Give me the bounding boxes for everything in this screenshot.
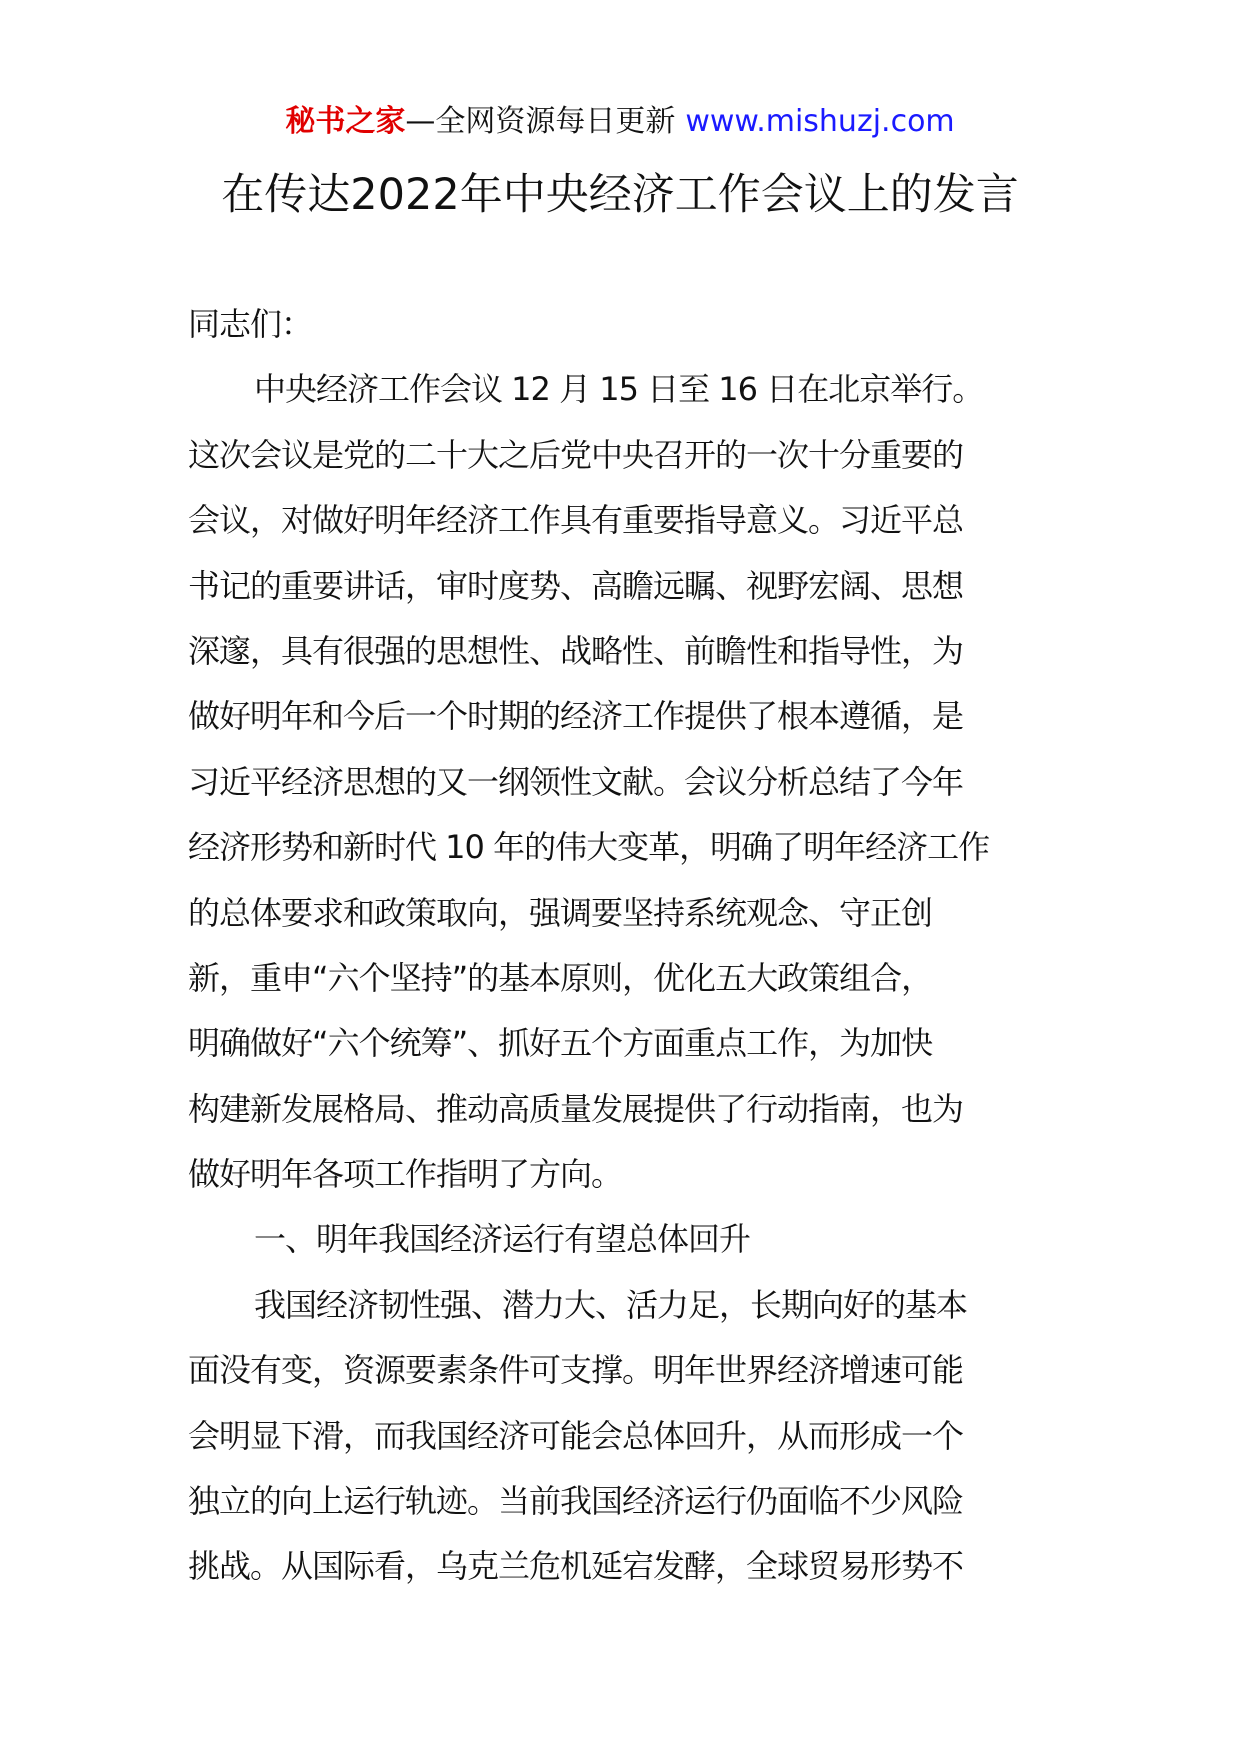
paragraph-line: 做好明年和今后一个时期的经济工作提供了根本遵循，是 bbox=[188, 697, 964, 736]
paragraph-line: 书记的重要讲话，审时度势、高瞻远瞩、视野宏阔、思想 bbox=[188, 566, 964, 605]
paragraph-line: 独立的向上运行轨迹。当前我国经济运行仍面临不少风险 bbox=[188, 1482, 964, 1521]
document-body bbox=[188, 292, 1056, 1600]
paragraph-line: 中央经济工作会议 12 月 15 日至 16 日在北京举行。 bbox=[254, 370, 984, 409]
paragraph-line: 习近平经济思想的又一纲领性文献。会议分析总结了今年 bbox=[188, 762, 964, 801]
site-banner bbox=[0, 100, 1240, 144]
paragraph-line: 做好明年各项工作指明了方向。 bbox=[188, 1155, 623, 1194]
salutation: 同志们： bbox=[188, 305, 313, 343]
paragraph-line: 的总体要求和政策取向，强调要坚持系统观念、守正创 bbox=[188, 893, 933, 932]
paragraph-line: 构建新发展格局、推动高质量发展提供了行动指南，也为 bbox=[188, 1089, 964, 1128]
paragraph-line: 明确做好“六个统筹”、抓好五个方面重点工作，为加快 bbox=[188, 1024, 933, 1063]
paragraph-line: 深邃，具有很强的思想性、战略性、前瞻性和指导性，为 bbox=[188, 631, 964, 670]
brand-name: 秘书之家 bbox=[285, 104, 406, 139]
paragraph-line: 会明显下滑，而我国经济可能会总体回升，从而形成一个 bbox=[188, 1416, 964, 1455]
paragraph-line: 面没有变，资源要素条件可支撑。明年世界经济增速可能 bbox=[188, 1351, 964, 1390]
paragraph-line: 挑战。从国际看，乌克兰危机延宕发酵，全球贸易形势不 bbox=[188, 1547, 964, 1586]
paragraph-line: 新，重申“六个坚持”的基本原则，优化五大政策组合， bbox=[188, 958, 933, 997]
section-heading: 一、明年我国经济运行有望总体回升 bbox=[254, 1220, 751, 1259]
paragraph-line: 我国经济韧性强、潜力大、活力足，长期向好的基本 bbox=[254, 1285, 968, 1324]
site-url-link[interactable]: www.mishuzj.com bbox=[685, 104, 955, 139]
document-title: 在传达2022年中央经济工作会议上的发言 bbox=[221, 170, 1019, 220]
paragraph-line: 经济形势和新时代 10 年的伟大变革，明确了明年经济工作 bbox=[188, 828, 990, 867]
paragraph-line: 会议，对做好明年经济工作具有重要指导意义。习近平总 bbox=[188, 501, 964, 540]
paragraph-line: 这次会议是党的二十大之后党中央召开的一次十分重要的 bbox=[188, 435, 964, 474]
banner-tagline: —全网资源每日更新 bbox=[405, 104, 676, 139]
